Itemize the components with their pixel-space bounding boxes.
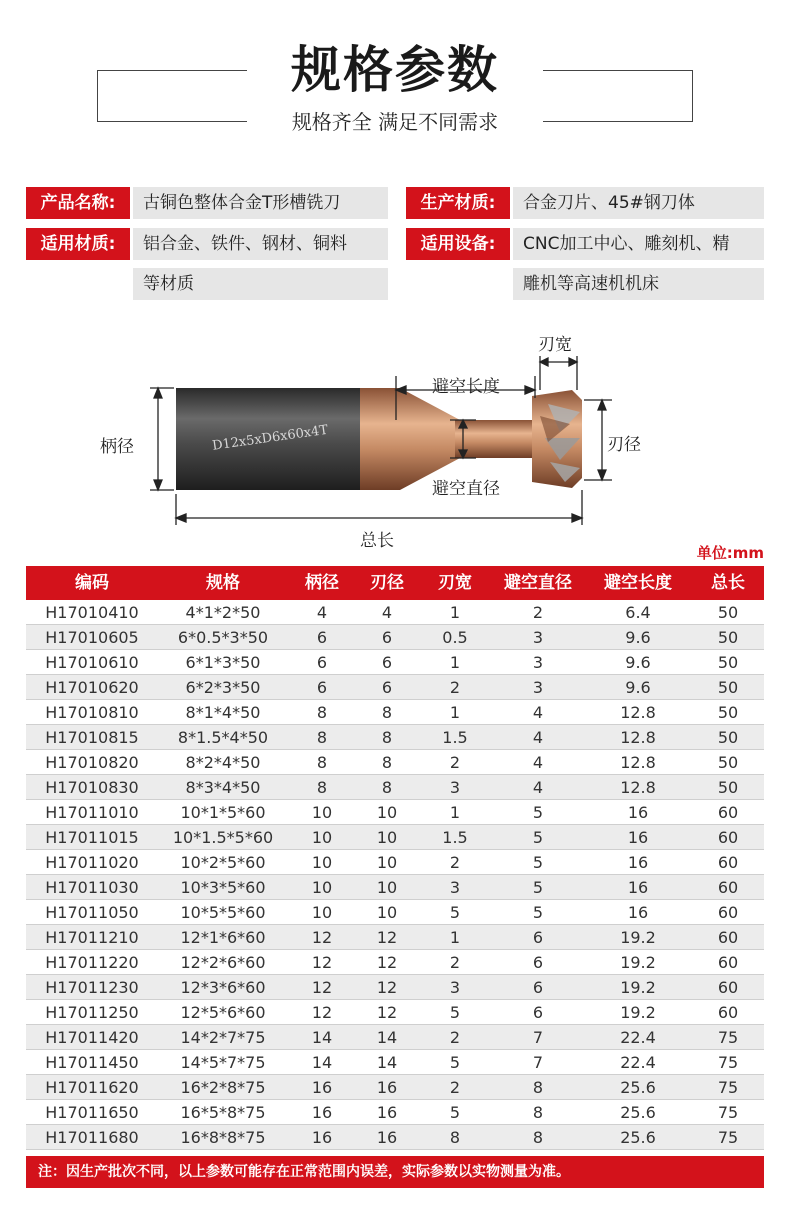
table-cell: 6 [532, 978, 544, 997]
table-cell: 50 [717, 728, 739, 747]
shank-diameter-dimension [150, 388, 174, 490]
table-cell: 4 [381, 603, 393, 622]
table-cell: H17011420 [45, 1028, 139, 1047]
header-total-length: 总长 [711, 573, 745, 593]
table-cell: 75 [717, 1128, 739, 1147]
table-cell: 12 [311, 953, 333, 972]
table-cell: 60 [717, 853, 739, 872]
table-cell: 16 [627, 903, 649, 922]
table-cell: 8 [316, 778, 328, 797]
shank-marking: D12x5xD6x60x4T [211, 422, 329, 454]
table-cell: 16*2*8*75 [180, 1078, 266, 1097]
table-cell: 75 [717, 1078, 739, 1097]
table-cell: H17011020 [45, 853, 139, 872]
table-cell: 50 [717, 778, 739, 797]
table-cell: 6*0.5*3*50 [177, 628, 269, 647]
table-cell: 16 [376, 1103, 398, 1122]
table-cell: 50 [717, 703, 739, 722]
equipment-label: 适用设备: [406, 228, 510, 260]
table-cell: 10*3*5*60 [180, 878, 266, 897]
table-row [26, 975, 764, 1000]
table-row [26, 600, 764, 625]
table-cell: 10*1.5*5*60 [172, 828, 274, 847]
table-cell: H17011050 [45, 903, 139, 922]
table-row [26, 800, 764, 825]
table-cell: 8*2*4*50 [185, 753, 261, 772]
table-cell: 16 [311, 1078, 333, 1097]
table-cell: H17011230 [45, 978, 139, 997]
equipment-value-line2: 雕机等高速机机床 [513, 268, 764, 300]
table-cell: 14*2*7*75 [180, 1028, 266, 1047]
table-cell: 10 [376, 828, 398, 847]
table-cell: 8 [381, 703, 393, 722]
table-cell: H17010610 [45, 653, 139, 672]
total-length-dimension [176, 490, 582, 525]
table-cell: H17011015 [45, 828, 139, 847]
table-cell: 75 [717, 1028, 739, 1047]
table-cell: 2 [449, 853, 461, 872]
table-cell: 14 [376, 1053, 398, 1072]
table-cell: 12.8 [620, 703, 656, 722]
table-cell: 25.6 [620, 1128, 656, 1147]
table-cell: 50 [717, 603, 739, 622]
table-cell: 3 [449, 778, 461, 797]
equipment-value-line1: CNC加工中心、雕刻机、精 [513, 228, 764, 260]
table-cell: 8 [532, 1078, 544, 1097]
product-name-label: 产品名称: [26, 187, 130, 219]
table-cell: H17011450 [45, 1053, 139, 1072]
table-cell: 5 [449, 903, 461, 922]
table-cell: 14 [311, 1028, 333, 1047]
table-cell: 6 [381, 678, 393, 697]
table-cell: 12 [311, 928, 333, 947]
table-cell: 16 [311, 1128, 333, 1147]
table-cell: 12.8 [620, 753, 656, 772]
header-clearance-diameter: 避空直径 [504, 573, 572, 593]
header-code: 编码 [75, 573, 109, 593]
table-cell: 60 [717, 953, 739, 972]
page-title: 规格参数 [291, 41, 499, 99]
table-cell: 5 [532, 878, 544, 897]
table-cell: 50 [717, 628, 739, 647]
material-label: 生产材质: [406, 187, 510, 219]
table-cell: 16 [376, 1078, 398, 1097]
clearance-length-label: 避空长度 [432, 377, 500, 397]
table-row [26, 1125, 764, 1150]
table-cell: 2 [449, 953, 461, 972]
table-cell: 19.2 [620, 978, 656, 997]
table-cell: H17011650 [45, 1103, 139, 1122]
table-cell: 16 [627, 878, 649, 897]
table-cell: 60 [717, 828, 739, 847]
table-cell: 8 [449, 1128, 461, 1147]
blade-width-dimension [540, 356, 577, 390]
table-cell: 5 [449, 1103, 461, 1122]
cutter-head [532, 390, 582, 488]
table-cell: 12 [376, 978, 398, 997]
table-cell: H17011010 [45, 803, 139, 822]
table-row [26, 750, 764, 775]
table-cell: 25.6 [620, 1078, 656, 1097]
table-cell: 7 [532, 1053, 544, 1072]
table-cell: 6.4 [625, 603, 651, 622]
table-cell: 3 [449, 978, 461, 997]
table-cell: 2 [449, 753, 461, 772]
table-cell: 6 [316, 628, 328, 647]
table-cell: 6 [316, 678, 328, 697]
table-cell: 60 [717, 978, 739, 997]
table-cell: 10*5*5*60 [180, 903, 266, 922]
table-cell: 2 [449, 1078, 461, 1097]
unit-label: 单位:mm [696, 544, 764, 562]
table-cell: 9.6 [625, 653, 651, 672]
table-cell: 10 [376, 853, 398, 872]
table-cell: 50 [717, 653, 739, 672]
table-cell: 14 [311, 1053, 333, 1072]
table-cell: 16 [627, 803, 649, 822]
table-row [26, 675, 764, 700]
table-cell: 16*5*8*75 [180, 1103, 266, 1122]
disclaimer-note: 注：因生产批次不同，以上参数可能存在正常范围内误差，实际参数以实物测量为准。 [26, 1156, 764, 1188]
table-cell: H17010810 [45, 703, 139, 722]
table-cell: H17010605 [45, 628, 139, 647]
table-cell: 8 [316, 703, 328, 722]
table-cell: 12 [376, 1003, 398, 1022]
applicable-material-label: 适用材质: [26, 228, 130, 260]
table-cell: H17011680 [45, 1128, 139, 1147]
table-cell: 8 [532, 1128, 544, 1147]
table-cell: 50 [717, 678, 739, 697]
table-cell: H17011250 [45, 1003, 139, 1022]
table-row [26, 650, 764, 675]
table-cell: 60 [717, 928, 739, 947]
table-cell: 19.2 [620, 928, 656, 947]
table-row [26, 1100, 764, 1125]
table-cell: H17010620 [45, 678, 139, 697]
table-cell: 6 [532, 953, 544, 972]
table-cell: 1 [449, 603, 461, 622]
total-length-label: 总长 [360, 531, 394, 551]
table-cell: 12 [311, 978, 333, 997]
table-cell: 8 [316, 728, 328, 747]
table-cell: 1.5 [442, 728, 468, 747]
table-cell: 60 [717, 878, 739, 897]
table-cell: 12*3*6*60 [180, 978, 266, 997]
table-cell: 2 [449, 1028, 461, 1047]
table-cell: 4 [532, 778, 544, 797]
table-cell: 5 [532, 828, 544, 847]
table-cell: 3 [532, 678, 544, 697]
table-cell: 1 [449, 653, 461, 672]
table-cell: 8*3*4*50 [185, 778, 261, 797]
table-cell: 22.4 [620, 1053, 656, 1072]
header-shank-diameter: 柄径 [305, 573, 339, 593]
table-row [26, 775, 764, 800]
table-cell: 19.2 [620, 953, 656, 972]
table-cell: 9.6 [625, 628, 651, 647]
table-cell: 4*1*2*50 [185, 603, 261, 622]
table-cell: H17011620 [45, 1078, 139, 1097]
table-cell: 12 [376, 928, 398, 947]
table-cell: 12*2*6*60 [180, 953, 266, 972]
product-name-value: 古铜色整体合金T形槽铣刀 [133, 187, 388, 219]
table-cell: 2 [532, 603, 544, 622]
table-cell: 16 [311, 1103, 333, 1122]
table-cell: 0.5 [442, 628, 468, 647]
table-cell: 1 [449, 703, 461, 722]
table-row [26, 900, 764, 925]
table-cell: 12.8 [620, 728, 656, 747]
table-row [26, 1075, 764, 1100]
applicable-material-value-line2: 等材质 [133, 268, 388, 300]
table-row [26, 1025, 764, 1050]
table-cell: 3 [532, 628, 544, 647]
table-cell: H17010820 [45, 753, 139, 772]
table-cell: 1.5 [442, 828, 468, 847]
table-cell: 60 [717, 803, 739, 822]
table-cell: 6*1*3*50 [185, 653, 261, 672]
table-cell: 5 [449, 1053, 461, 1072]
table-cell: 1 [449, 803, 461, 822]
table-cell: 16 [627, 828, 649, 847]
table-cell: 1 [449, 928, 461, 947]
applicable-material-value-line1: 铝合金、铁件、钢材、铜料 [133, 228, 388, 260]
header-spec: 规格 [206, 573, 240, 593]
page-subtitle: 规格齐全 满足不同需求 [291, 110, 499, 134]
table-cell: 12*5*6*60 [180, 1003, 266, 1022]
table-row [26, 625, 764, 650]
table-cell: H17011210 [45, 928, 139, 947]
table-cell: 3 [449, 878, 461, 897]
table-cell: 3 [532, 653, 544, 672]
table-cell: 2 [449, 678, 461, 697]
table-cell: 6 [316, 653, 328, 672]
table-cell: H17011220 [45, 953, 139, 972]
table-row [26, 700, 764, 725]
table-cell: 10 [311, 878, 333, 897]
material-value: 合金刀片、45#钢刀体 [513, 187, 764, 219]
table-cell: 10*2*5*60 [180, 853, 266, 872]
table-row [26, 925, 764, 950]
table-cell: 10 [311, 853, 333, 872]
table-cell: 5 [449, 1003, 461, 1022]
table-cell: 16 [376, 1128, 398, 1147]
table-cell: H17011030 [45, 878, 139, 897]
blade-width-label: 刃宽 [538, 335, 572, 355]
table-cell: 12 [311, 1003, 333, 1022]
table-cell: 4 [316, 603, 328, 622]
table-cell: 8 [532, 1103, 544, 1122]
header-clearance-length: 避空长度 [604, 573, 672, 593]
shank-diameter-label: 柄径 [100, 437, 134, 457]
table-row [26, 1000, 764, 1025]
table-cell: H17010815 [45, 728, 139, 747]
table-cell: 12.8 [620, 778, 656, 797]
table-cell: 8 [381, 778, 393, 797]
table-cell: 75 [717, 1053, 739, 1072]
table-row [26, 950, 764, 975]
table-cell: 60 [717, 1003, 739, 1022]
table-cell: 16 [627, 853, 649, 872]
table-cell: 8*1.5*4*50 [177, 728, 269, 747]
table-cell: 4 [532, 753, 544, 772]
table-cell: 8 [381, 753, 393, 772]
table-cell: 14 [376, 1028, 398, 1047]
table-cell: 16*8*8*75 [180, 1128, 266, 1147]
spec-table [26, 566, 764, 1150]
table-cell: 10*1*5*60 [180, 803, 266, 822]
table-cell: 10 [376, 903, 398, 922]
table-row [26, 1050, 764, 1075]
blade-diameter-label: 刃径 [607, 435, 641, 455]
table-cell: 75 [717, 1103, 739, 1122]
table-cell: 50 [717, 753, 739, 772]
table-cell: 12 [376, 953, 398, 972]
table-cell: 10 [311, 828, 333, 847]
table-cell: 5 [532, 803, 544, 822]
table-cell: 8 [316, 753, 328, 772]
table-body [26, 600, 764, 1150]
table-cell: 6*2*3*50 [185, 678, 261, 697]
table-cell: 10 [376, 878, 398, 897]
table-cell: 10 [376, 803, 398, 822]
table-cell: 8 [381, 728, 393, 747]
table-cell: H17010410 [45, 603, 139, 622]
header-blade-width: 刃宽 [438, 573, 472, 593]
table-cell: 25.6 [620, 1103, 656, 1122]
table-cell: 22.4 [620, 1028, 656, 1047]
table-header [26, 566, 764, 600]
table-row [26, 875, 764, 900]
table-cell: 8*1*4*50 [185, 703, 261, 722]
table-cell: 6 [532, 928, 544, 947]
table-cell: 6 [381, 653, 393, 672]
table-cell: 12*1*6*60 [180, 928, 266, 947]
table-cell: 5 [532, 903, 544, 922]
table-cell: 14*5*7*75 [180, 1053, 266, 1072]
table-cell: H17010830 [45, 778, 139, 797]
table-row [26, 725, 764, 750]
table-row [26, 825, 764, 850]
table-cell: 4 [532, 703, 544, 722]
table-cell: 6 [381, 628, 393, 647]
table-cell: 19.2 [620, 1003, 656, 1022]
table-row [26, 850, 764, 875]
neck [455, 420, 535, 458]
header-blade-diameter: 刃径 [370, 573, 404, 593]
clearance-diameter-label: 避空直径 [432, 479, 500, 499]
table-cell: 60 [717, 903, 739, 922]
table-cell: 9.6 [625, 678, 651, 697]
table-cell: 5 [532, 853, 544, 872]
table-cell: 6 [532, 1003, 544, 1022]
table-cell: 10 [311, 903, 333, 922]
table-cell: 10 [311, 803, 333, 822]
table-cell: 7 [532, 1028, 544, 1047]
table-cell: 4 [532, 728, 544, 747]
